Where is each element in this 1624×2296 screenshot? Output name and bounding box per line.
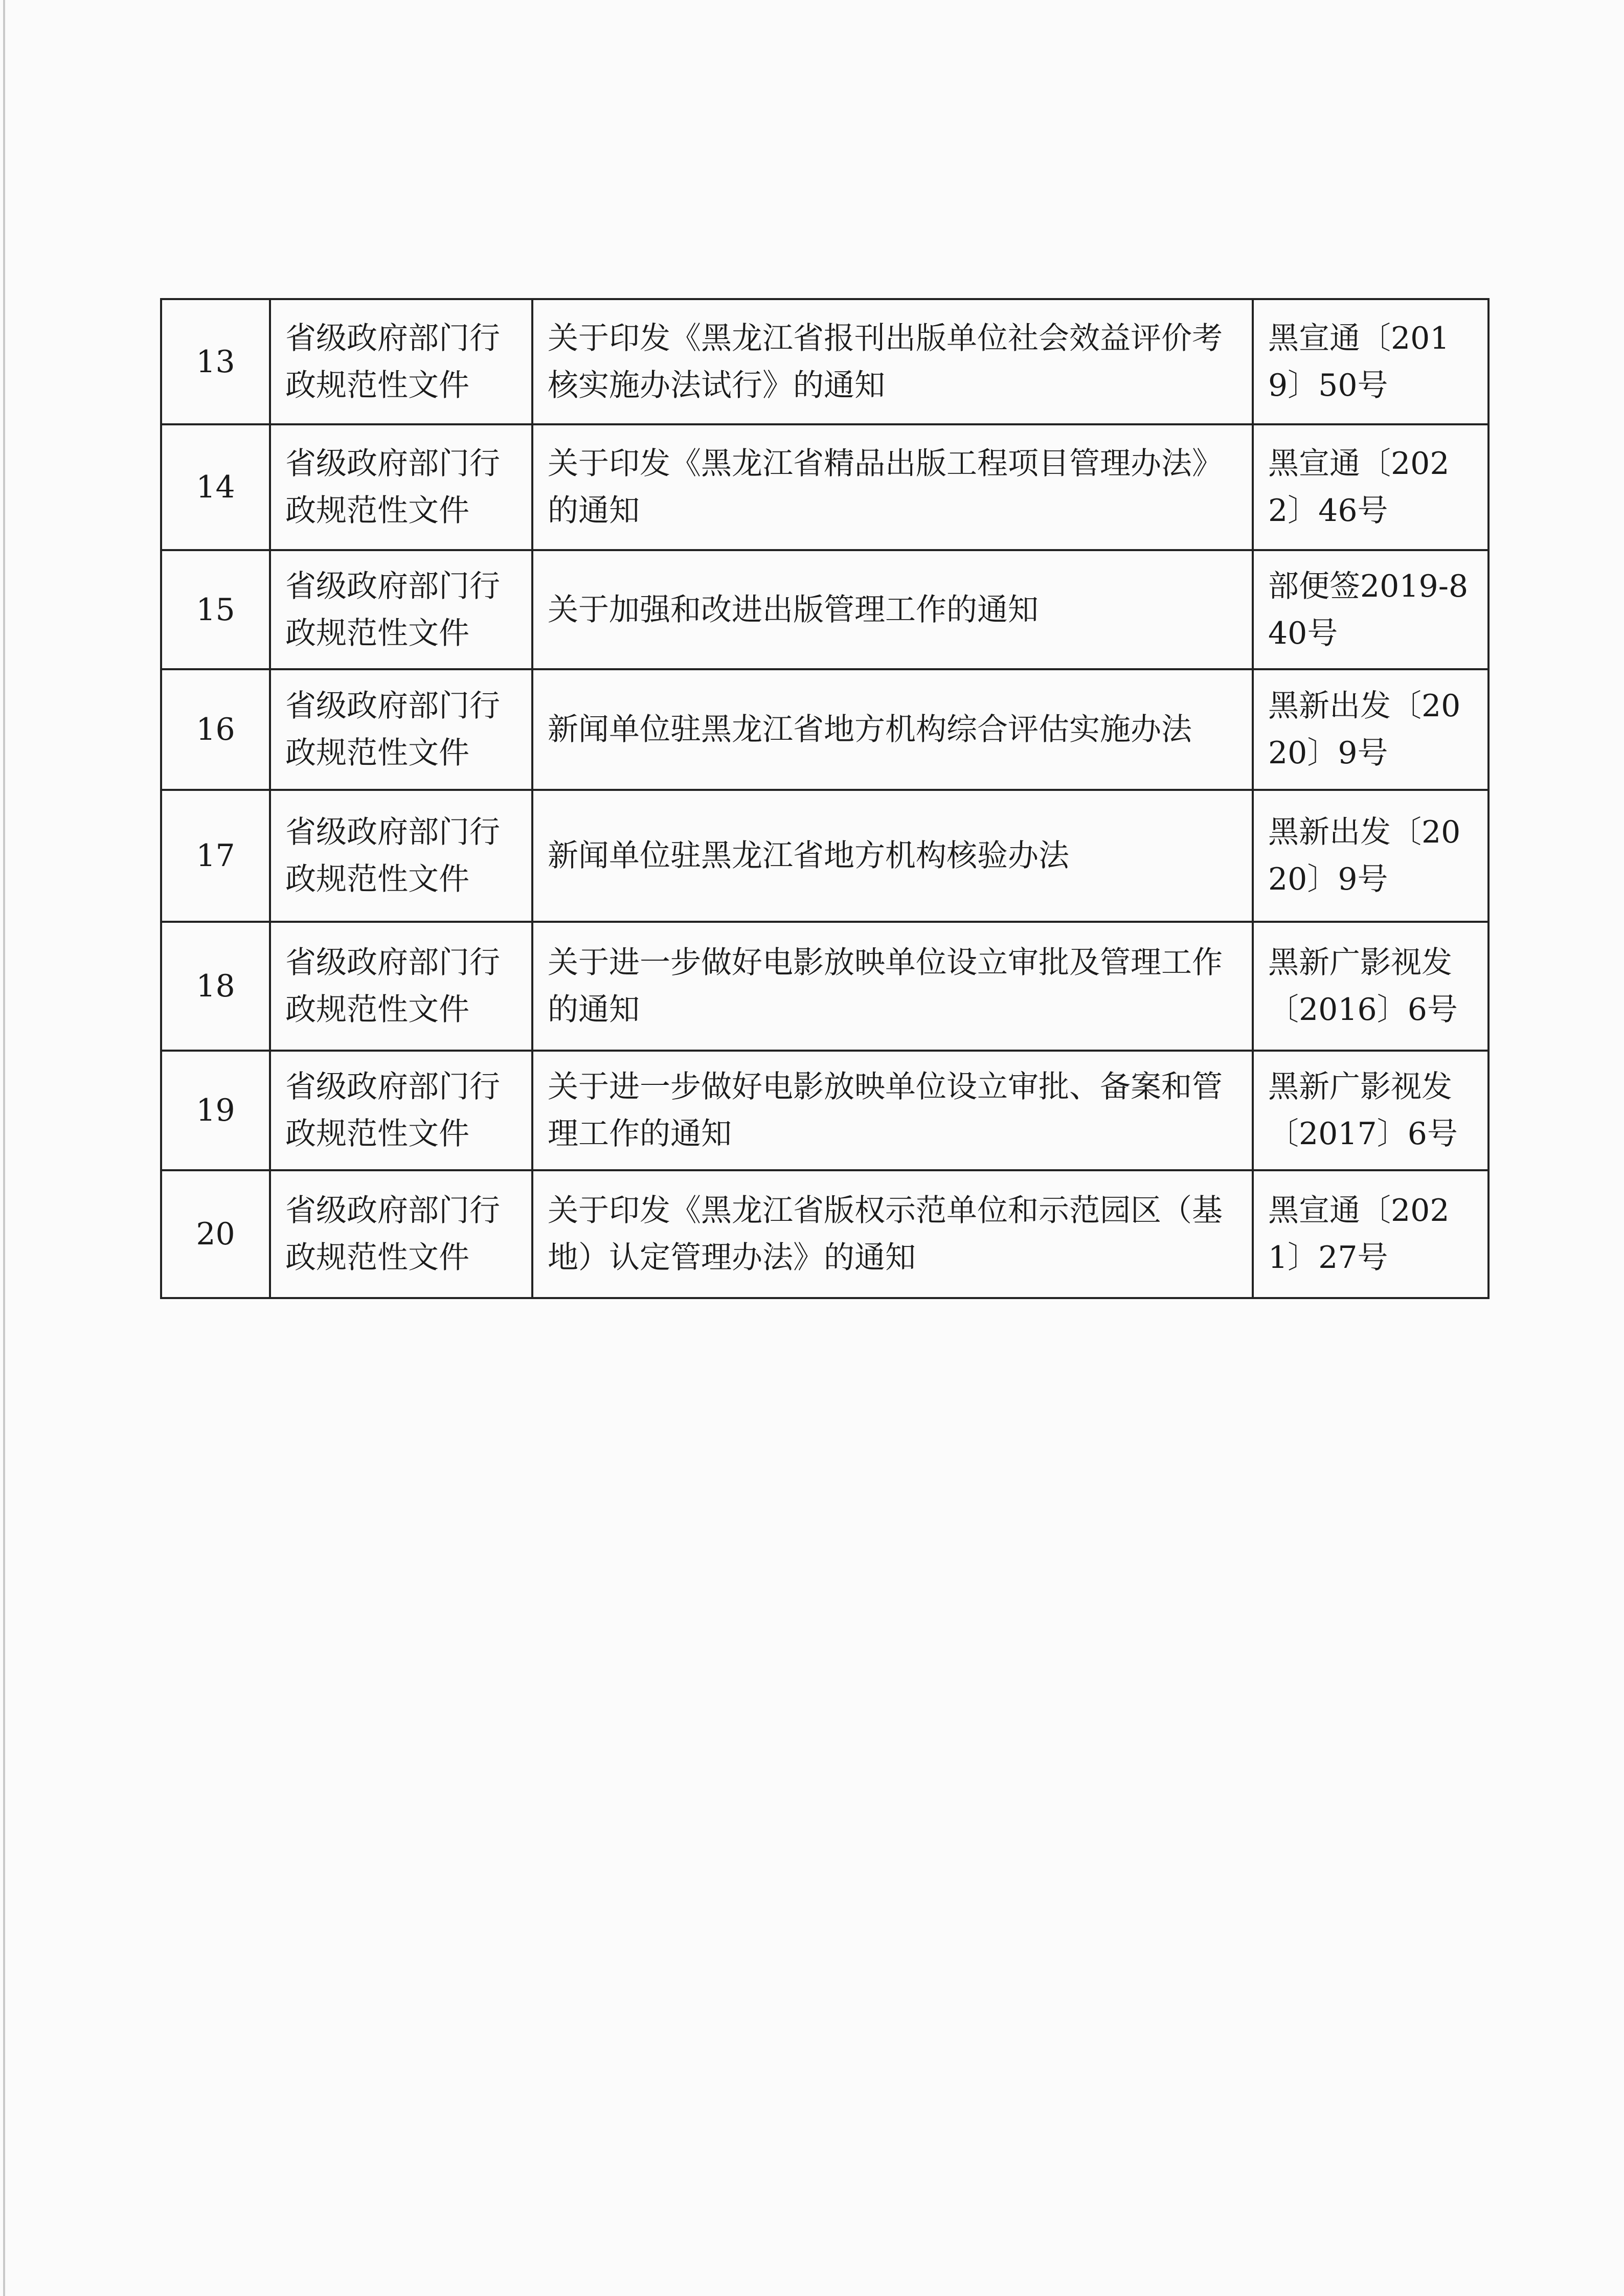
document-title: 新闻单位驻黑龙江省地方机构核验办法 — [532, 790, 1253, 922]
table-row — [161, 790, 1488, 922]
document-type: 省级政府部门行政规范性文件 — [270, 1170, 532, 1298]
document-type: 省级政府部门行政规范性文件 — [270, 550, 532, 669]
table-row — [161, 1051, 1488, 1170]
document-reference: 黑新广影视发〔2016〕6号 — [1253, 922, 1488, 1051]
row-number: 15 — [161, 550, 270, 669]
row-number: 16 — [161, 669, 270, 790]
row-number: 19 — [161, 1051, 270, 1170]
document-reference: 黑新出发〔2020〕9号 — [1253, 669, 1488, 790]
row-number: 20 — [161, 1170, 270, 1298]
row-number: 18 — [161, 922, 270, 1051]
row-number: 13 — [161, 299, 270, 424]
table-row — [161, 299, 1488, 424]
document-title: 关于进一步做好电影放映单位设立审批、备案和管理工作的通知 — [532, 1051, 1253, 1170]
table-row — [161, 550, 1488, 669]
document-type: 省级政府部门行政规范性文件 — [270, 790, 532, 922]
document-title: 关于印发《黑龙江省版权示范单位和示范园区（基地）认定管理办法》的通知 — [532, 1170, 1253, 1298]
document-type: 省级政府部门行政规范性文件 — [270, 424, 532, 550]
document-title: 关于印发《黑龙江省报刊出版单位社会效益评价考核实施办法试行》的通知 — [532, 299, 1253, 424]
document-title: 关于印发《黑龙江省精品出版工程项目管理办法》的通知 — [532, 424, 1253, 550]
document-reference: 黑新出发〔2020〕9号 — [1253, 790, 1488, 922]
document-reference: 黑宣通〔2019〕50号 — [1253, 299, 1488, 424]
document-type: 省级政府部门行政规范性文件 — [270, 669, 532, 790]
scan-edge-shadow — [3, 0, 5, 2296]
row-number: 14 — [161, 424, 270, 550]
document-reference: 黑新广影视发〔2017〕6号 — [1253, 1051, 1488, 1170]
document-title: 关于进一步做好电影放映单位设立审批及管理工作的通知 — [532, 922, 1253, 1051]
regulation-table — [160, 298, 1490, 1299]
table-row — [161, 669, 1488, 790]
table-row — [161, 1170, 1488, 1298]
document-type: 省级政府部门行政规范性文件 — [270, 299, 532, 424]
document-reference: 部便签2019-840号 — [1253, 550, 1488, 669]
table-row — [161, 424, 1488, 550]
document-reference: 黑宣通〔2021〕27号 — [1253, 1170, 1488, 1298]
document-type: 省级政府部门行政规范性文件 — [270, 1051, 532, 1170]
table-row — [161, 922, 1488, 1051]
document-title: 新闻单位驻黑龙江省地方机构综合评估实施办法 — [532, 669, 1253, 790]
document-reference: 黑宣通〔2022〕46号 — [1253, 424, 1488, 550]
document-title: 关于加强和改进出版管理工作的通知 — [532, 550, 1253, 669]
document-type: 省级政府部门行政规范性文件 — [270, 922, 532, 1051]
row-number: 17 — [161, 790, 270, 922]
